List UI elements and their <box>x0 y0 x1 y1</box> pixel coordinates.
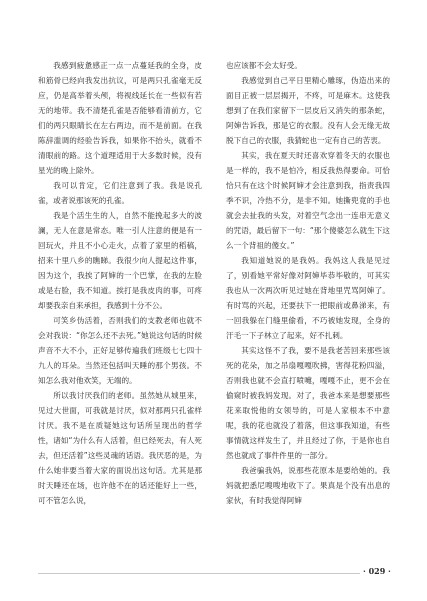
page-number: · 029 · <box>360 566 394 576</box>
paragraph: 其实这怪不了我，要不是我老苦回来那些该死的花朵，加之吊扇嘎嘎吹拂，害得花粉四溢，否则我也就不会直打喷嚏，嘎嘎不止，更不会在偷窥时被我妈发现。对了，我爸本来是想要那些花来取悦他的女领导的，可是人家根本不中意呢，我的花也就没了着落，但这事我知道，有些事情就这样发生了，并且经过了你，于是你也自然也就成了事件件里的一部分。 <box>226 346 390 460</box>
paragraph: 我感觉到自己平日里精心雕琢，伪造出来的面目正被一层层揭开，不疼，可是麻木。这使我想到了在我们家留下一层皮后又消失的那条蛇，阿婶告诉我，那是它的衣服。没有人会无缘无故脱下自己的衣服，我猜蛇也一定有自己的苦衷。 <box>226 76 390 145</box>
footer-divider <box>38 573 390 574</box>
paragraph: 我爸骗我妈，说那些花原本是要给她的。我妈就把悉尼嗖嗖地收下了。果真是个没有出息的家伙，有时我觉得阿婶 <box>226 466 390 505</box>
paragraph: 我知道她说的是我妈。我妈这人我是见过了，别看她平常好像对阿婶毕恭毕敬的，可其实我也从一次两次听见过她在背地里咒骂阿婶了。有时骂的兴起，还要扶下一把眼前或鼻涕来，有一回我躲在门缝里偷看，不巧被她发现，全身的汗毛一下子林立了起来，好不扎刺。 <box>226 256 390 340</box>
paragraph: 我是个活生生的人，自然不能挽起多大的波澜，无人在意是常态。唯一引人注意的便是有一回玩火，并且不小心走火，点着了家里的稻稿，招来十里八乡的瞧睇。我很少向人提起这件事，因为这个，我挨了阿婶的一个巴掌，在我的左脸或是右脸，我不知道。挨打是我皮肉的事，可疼却要我亲自来承担，我感到十分不公。 <box>38 211 202 310</box>
paragraph: 可笑乡伪活着，否则我们的支教老师也就不会对我说：“你怎么还不去死。”她说这句话的时候声音不大不小，正好足够传遍我们班级七七四十九人的耳朵。当然还包括叫天睡的那个男孩。不知怎么我对他欢笑，无端的。 <box>38 316 202 385</box>
left-text-column <box>38 58 202 508</box>
paragraph: 所以我讨厌我们的老师。虽然她从城里来，见过大世面，可我就是讨厌，似对那两只孔雀样讨厌。我不是在质疑她这句话所呈现出的哲学性，诸如“为什么有人活着，但已经死去，有人死去，但还活着”这些灵魂的话语。我厌恶的是，为什么她非要当着大家的面说出这句话。尤其是那时天睡还在场，也许他不在的话还能好上一些，可不管怎么说， <box>38 391 202 505</box>
paragraph-continued: 也应该都不会太好受。 <box>226 61 302 70</box>
right-text-column <box>226 58 390 508</box>
paragraph: 其实，我在夏天时还喜欢穿着冬天的衣服也是一样的，我不是怕冷，相反我热得要命。可恰恰只有在这个时候阿婶才会注意到我，指责我四季不识，冷热不分，是非不知。她撕兜竟的手也就会去扯我的头发，对着空气念出一连串无意义的咒语，最后留下一句：“那个傻婆怎么就生下这么一个背祖的傻女。” <box>226 151 390 250</box>
paragraph: 我感到疲惫感正一点一点蔓延我的全身，皮和筋骨已经向我发出抗议，可是两只孔雀毫无反应，仍是高举着头颅，将视线延长在一些似有若无的地带。我不清楚孔雀是否能够看清前方，它们的两只眼睛长在左右两边，而不是前面。在我陈辞滥调的经验告诉我，如果你不抬头，就看不清眼前的路。这个道理适用于大多数时候，没有星光的晚上除外。 <box>38 61 202 175</box>
paragraph: 我可以肯定，它们注意到了我。我是说孔雀，或者说那该死的孔雀。 <box>38 181 202 205</box>
